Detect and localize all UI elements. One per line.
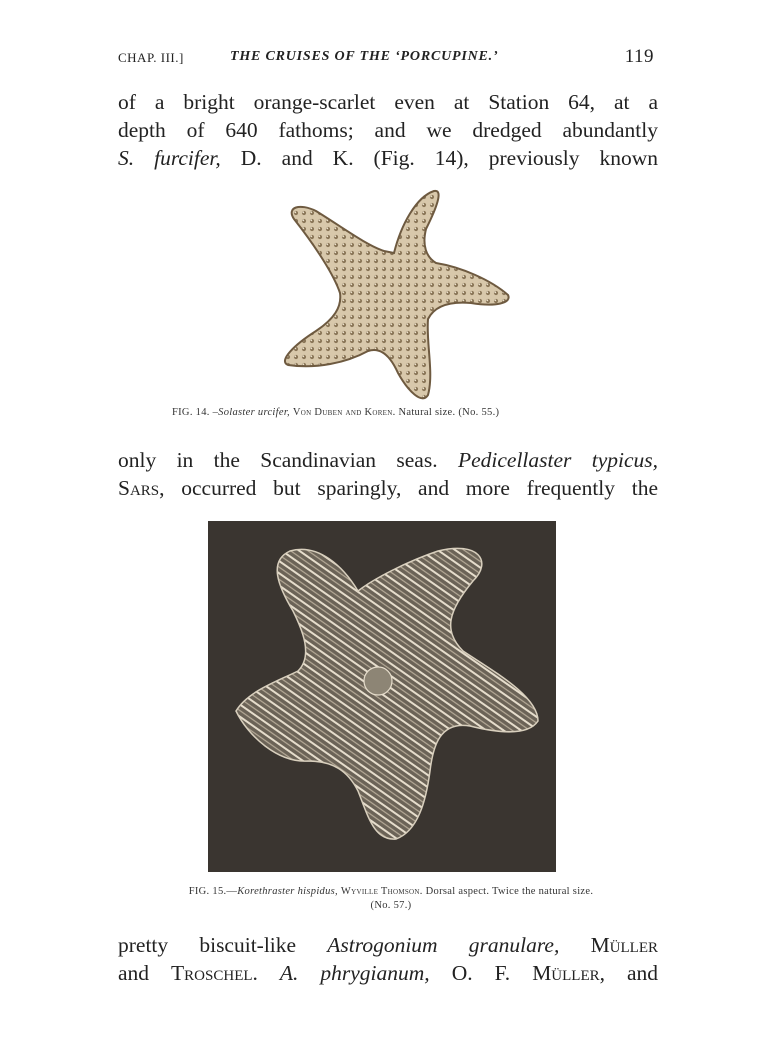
species-name: S. furcifer, xyxy=(118,146,221,170)
author-name: Troschel. xyxy=(171,961,258,985)
caption-authors: Wyville Thomson. xyxy=(340,886,423,897)
starfish-body xyxy=(285,191,509,398)
species-name: A. phrygianum, xyxy=(279,961,430,985)
author-name: Sars, xyxy=(118,476,165,500)
text-fragment: and xyxy=(627,961,659,985)
running-title: THE CRUISES OF THE ‘PORCUPINE.’ xyxy=(230,49,499,64)
text-fragment: O. F. xyxy=(451,961,511,985)
text-line: of a bright orange-scarlet even at Station 64, at a xyxy=(118,90,658,114)
starfish-body xyxy=(236,548,538,839)
text-fragment: occurred but sparingly, and more frequently the xyxy=(181,476,658,500)
text-line: depth of 640 fathoms; and we dredged abundantly xyxy=(118,118,658,142)
figure-14-starfish xyxy=(276,185,516,405)
text-fragment: only in the Scandinavian seas. xyxy=(118,448,438,472)
page-number: 119 xyxy=(624,46,654,67)
caption-species: Korethraster hispidus, xyxy=(237,886,338,897)
species-name: Pedicellaster typicus, xyxy=(457,448,658,472)
text-fragment: D. and K. (Fig. 14), previously known xyxy=(240,146,659,170)
figure-15-plate xyxy=(208,521,556,872)
text-fragment: pretty biscuit-like xyxy=(118,933,297,957)
running-header xyxy=(118,46,656,72)
text-line xyxy=(118,144,658,172)
author-name: Müller xyxy=(590,933,659,957)
figure-15-starfish xyxy=(208,521,556,872)
caption-prefix: FIG. 15.— xyxy=(188,886,238,897)
caption-species: Solaster urcifer, xyxy=(218,407,290,418)
paragraph-1 xyxy=(118,88,658,172)
text-line xyxy=(118,474,658,502)
caption-note: Natural size. xyxy=(398,407,456,418)
paragraph-3 xyxy=(118,931,658,987)
caption-authors: Von Duben and Koren. xyxy=(292,407,396,418)
text-fragment: and xyxy=(118,961,150,985)
paragraph-2 xyxy=(118,446,658,502)
central-disc xyxy=(364,667,392,695)
text-line xyxy=(118,959,658,987)
text-line xyxy=(118,931,658,959)
caption-station: (No. 57.) xyxy=(370,900,412,911)
caption-prefix: FIG. 14. – xyxy=(172,407,219,418)
caption-note: Dorsal aspect. Twice the natural size. xyxy=(425,886,594,897)
text-line xyxy=(118,446,658,474)
caption-station: (No. 55.) xyxy=(458,407,500,418)
author-name: Müller, xyxy=(532,961,606,985)
chapter-label: CHAP. III.] xyxy=(118,50,184,65)
species-name: Astrogonium granulare, xyxy=(327,933,560,957)
figure-15-caption xyxy=(126,885,656,913)
figure-14-caption xyxy=(172,407,612,418)
